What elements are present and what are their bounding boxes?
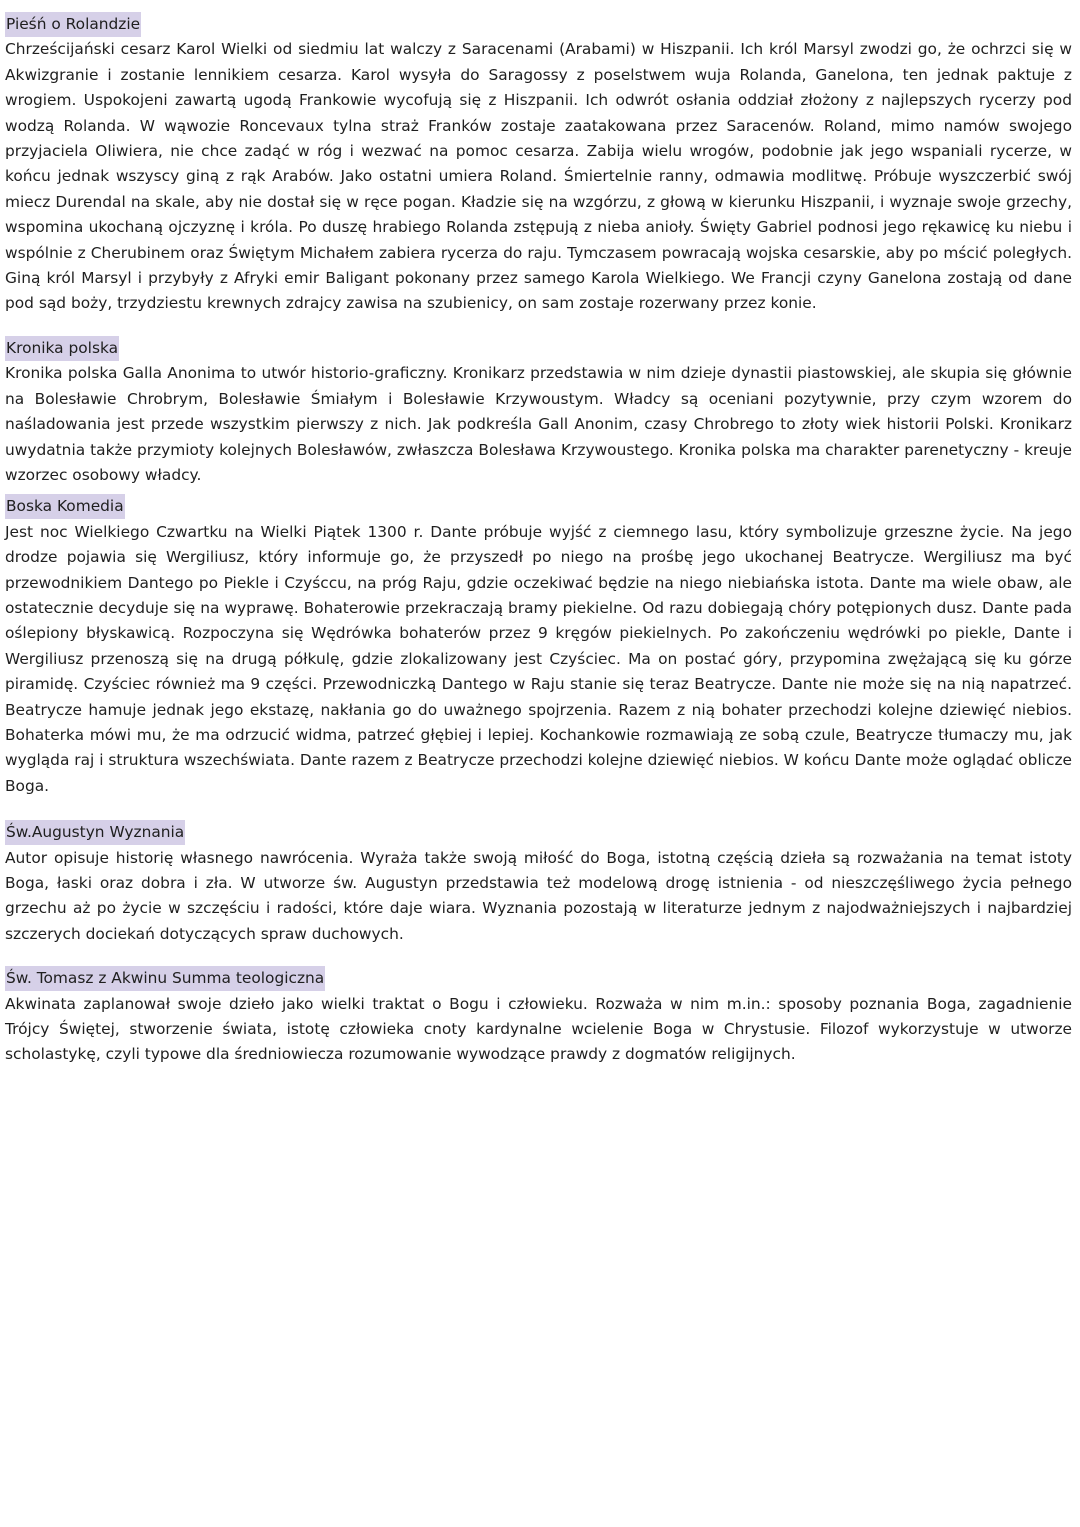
section-title: Św.Augustyn Wyznania (5, 820, 185, 845)
section-boska-komedia (5, 494, 1072, 799)
section-piesn-o-rolandzie (5, 12, 1072, 317)
section-title: Kronika polska (5, 336, 119, 361)
section-body: Autor opisuje historię własnego nawrócenia. Wyraża także swoją miłość do Boga, istotną częścią dzieła są rozważania na temat istoty Boga, łaski oraz dobra i zła. W utworze św. Augustyn przedstawia też modelową drogę istnienia - od nieszczęśliwego życia pełnego grzechu aż po życie w szczęściu i radości, które daje wiara. Wyznania pozostają w literaturze jednym z najodważniejszych i najbardziej szczerych dociekań dotyczących spraw duchowych. (5, 848, 1072, 943)
section-body: Akwinata zaplanował swoje dzieło jako wielki traktat o Bogu i człowieku. Rozważa w nim m.in.: sposoby poznania Boga, zagadnienie Trójcy Świętej, stworzenie świata, istotę człowieka cnoty kardynalne wcielenie Boga w Chrystusie. Filozof wykorzystuje w utworze scholastykę, czyli typowe dla średniowiecza rozumowanie wywodzące prawdy z dogmatów religijnych. (5, 994, 1072, 1064)
section-body: Kronika polska Galla Anonima to utwór historio-graficzny. Kronikarz przedstawia w nim dzieje dynastii piastowskiej, ale skupia się głównie na Bolesławie Chrobrym, Bolesławie Śmiałym i Bolesławie Krzywoustym. Władcy są oceniani pozytywnie, przy czym wzorem do naśladowania jest przede wszystkim pierwszy z nich. Jak podkreśla Gall Anonim, czasy Chrobrego to złoty wiek historii Polski. Kronikarz uwydatnia także przymioty kolejnych Bolesławów, zwłaszcza Bolesława Krzywoustego. Kronika polska ma charakter parenetyczny - kreuje wzorzec osobowy władcy. (5, 364, 1072, 484)
section-title: Św. Tomasz z Akwinu Summa teologiczna (5, 966, 325, 991)
section-body: Jest noc Wielkiego Czwartku na Wielki Piątek 1300 r. Dante próbuje wyjść z ciemnego lasu, który symbolizuje grzeszne życie. Na jego drodze pojawia się Wergiliusz, który informuje go, że przyszedł po niego na prośbę jego ukochanej Beatrycze. Wergiliusz ma być przewodnikiem Dantego po Piekle i Czyśccu, na próg Raju, gdzie oczekiwać będzie na niego niebiańska istota. Dante ma wiele obaw, ale ostatecznie decyduje się na wyprawę. Bohaterowie przekraczają bramy piekielne. Od razu dobiegają chóry potępionych dusz. Dante pada oślepiony błyskawicą. Rozpoczyna się Wędrówka bohaterów przez 9 kręgów piekielnych. Po zakończeniu wędrówki po piekle, Dante i Wergiliusz przenoszą się na drugą półkulę, gdzie zlokalizowany jest Czyściec. Ma on postać góry, przypomina zwężającą się ku górze piramidę. Czyściec również ma 9 części. Przewodniczką Dantego w Raju stanie się teraz Beatrycze. Dante nie może się na nią napatrzeć. Beatrycze hamuje jednak jego ekstazę, nakłania go do uważnego spojrzenia. Razem z nią bohater przechodzi kolejne dziewięć niebios. Bohaterka mówi mu, że ma odrzucić widma, patrzeć głębiej i lepiej. Kochankowie rozmawiają ze sobą czule, Beatrycze tłumaczy mu, jak wygląda raj i struktura wszechświata. Dante razem z Beatrycze przechodzi kolejne dziewięć niebios. W końcu Dante może oglądać oblicze Boga. (5, 522, 1072, 795)
section-augustyn-wyznania (5, 820, 1072, 947)
section-kronika-polska (5, 336, 1072, 488)
section-body: Chrześcijański cesarz Karol Wielki od siedmiu lat walczy z Saracenami (Arabami) w Hiszpanii. Ich król Marsyl zwodzi go, że ochrzci się w Akwizgranie i zostanie lennikiem cesarza. Karol wysyła do Saragossy z poselstwem wuja Rolanda, Ganelona, ten jednak paktuje z wrogiem. Uspokojeni zawartą ugodą Frankowie wycofują się z Hiszpanii. Ich odwrót osłania oddział złożony z najlepszych rycerzy pod wodzą Rolanda. W wąwozie Roncevaux tylna straż Franków zostaje zaatakowana przez Saracenów. Roland, mimo namów swojego przyjaciela Oliwiera, nie chce zadąć w róg i wezwać na pomoc cesarza. Zabija wielu wrogów, podobnie jak jego wspaniali rycerze, w końcu jednak wszyscy giną z rąk Arabów. Jako ostatni umiera Roland. Śmiertelnie ranny, odmawia modlitwę. Próbuje wyszczerbić swój miecz Durendal na skale, aby nie dostał się w ręce pogan. Kładzie się na wzgórzu, z głową w kierunku Hiszpanii, i wyznaje swoje grzechy, wspomina ukochaną ojczyznę i króla. Po duszę hrabiego Rolanda zstępują z nieba anioły. Święty Gabriel podnosi jego rękawicę ku niebu i wspólnie z Cherubinem oraz Świętym Michałem zabiera rycerza do raju. Tymczasem powracają wojska cesarskie, aby po mścić poległych. Giną król Marsyl i przybyły z Afryki emir Baligant pokonany przez samego Karola Wielkiego. We Francji czyny Ganelona zostają od dane pod sąd boży, trzydziestu krewnych zdrajcy zawisa na szubienicy, on sam zostaje rozerwany przez konie. (5, 40, 1072, 313)
section-title: Pieśń o Rolandzie (5, 12, 141, 37)
section-title: Boska Komedia (5, 494, 125, 519)
section-summa-teologiczna (5, 966, 1072, 1068)
